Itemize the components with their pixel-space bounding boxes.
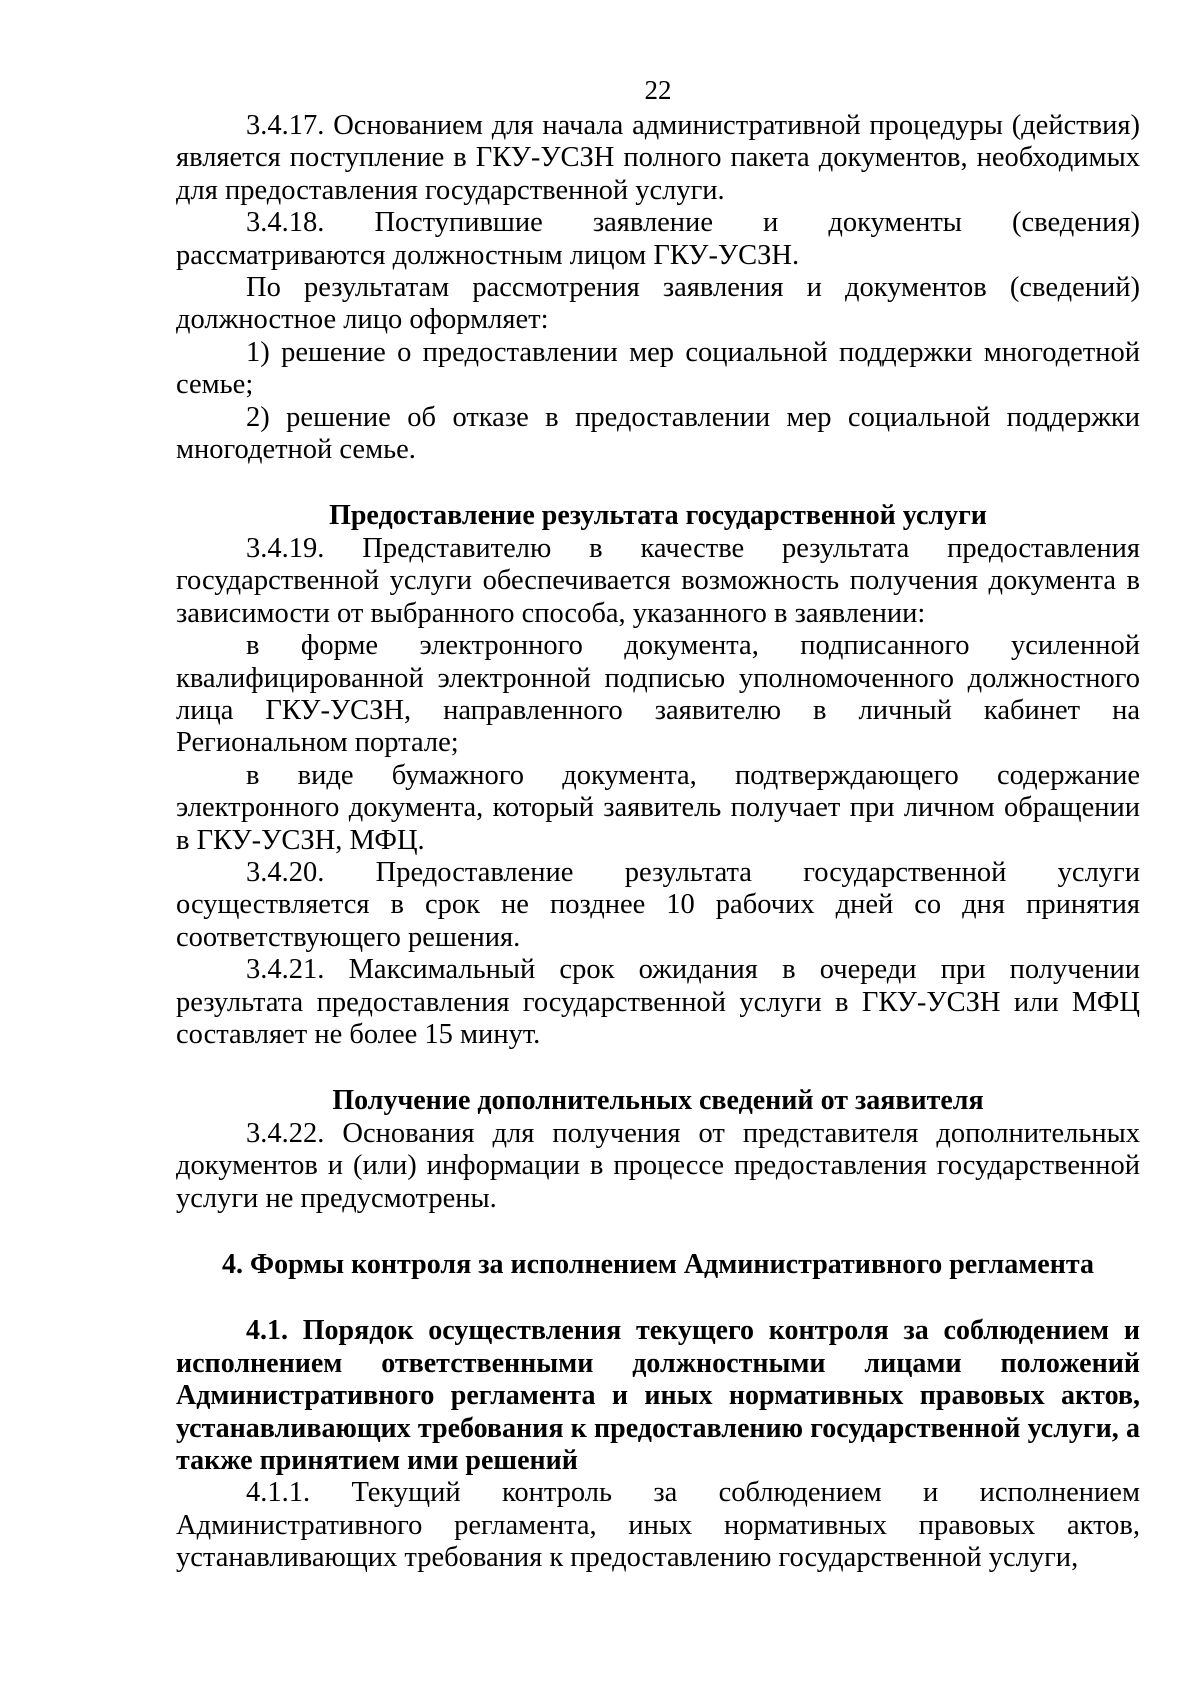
paragraph-electronic-form: в форме электронного документа, подписанного усиленной квалифицированной электронной подписью уполномоченного должностного лица ГКУ-УСЗН, направленного заявителю в личный кабинет на Региональном портале; [176,630,1140,759]
heading-result-provision: Предоставление результата государственной услуги [329,500,987,532]
heading-4-1: 4.1. Порядок осуществления текущего контроля за соблюдением и исполнением ответственными должностными лицами положений Административного регламента и иных нормативных правовых актов, устанавливающих требования к предоставлению государственной услуги, а также принятием ими решений [176,1315,1140,1477]
paragraph-3-4-18: 3.4.18. Поступившие заявление и документы (сведения) рассматриваются должностным лицом ГКУ-УСЗН. [176,207,1140,271]
paragraph-3-4-19: 3.4.19. Представителю в качестве результата предоставления государственной услуги обеспечивается возможность получения документа в зависимости от выбранного способа, указанного в заявлении: [176,532,1140,629]
paragraph-3-4-22: 3.4.22. Основания для получения от представителя дополнительных документов и (или) информации в процессе предоставления государственной услуги не предусмотрены. [176,1117,1140,1214]
paragraph-3-4-20: 3.4.20. Предоставление результата государственной услуги осуществляется в срок не позднее 10 рабочих дней со дня принятия соответствующего решения. [176,856,1140,953]
document-page [176,74,1140,1575]
paragraph-4-1-1: 4.1.1. Текущий контроль за соблюдением и исполнением Административного регламента, иных нормативных правовых актов, устанавливающих требования к предоставлению государственной услуги, [176,1477,1140,1574]
paragraph-3-4-17: 3.4.17. Основанием для начала административной процедуры (действия) является поступление в ГКУ-УСЗН полного пакета документов, необходимых для предоставления государственной услуги. [176,110,1140,206]
list-item-1: 1) решение о предоставлении мер социальной поддержки многодетной семье; [176,336,1140,401]
list-item-2: 2) решение об отказе в предоставлении мер социальной поддержки многодетной семье. [176,401,1140,466]
heading-additional-info: Получение дополнительных сведений от заявителя [332,1085,984,1117]
paragraph-3-4-21: 3.4.21. Максимальный срок ожидания в очереди при получении результата предоставления государственной услуги в ГКУ-УСЗН или МФЦ составляет не более 15 минут. [176,954,1140,1050]
heading-section-4: 4. Формы контроля за исполнением Административного регламента [222,1249,1094,1280]
page-number: 22 [644,75,672,105]
paragraph-paper-form: в виде бумажного документа, подтверждающего содержание электронного документа, который заявитель получает при личном обращении в ГКУ-УСЗН, МФЦ. [176,759,1140,856]
paragraph-review-results: По результатам рассмотрения заявления и документов (сведений) должностное лицо оформляет: [176,272,1140,336]
